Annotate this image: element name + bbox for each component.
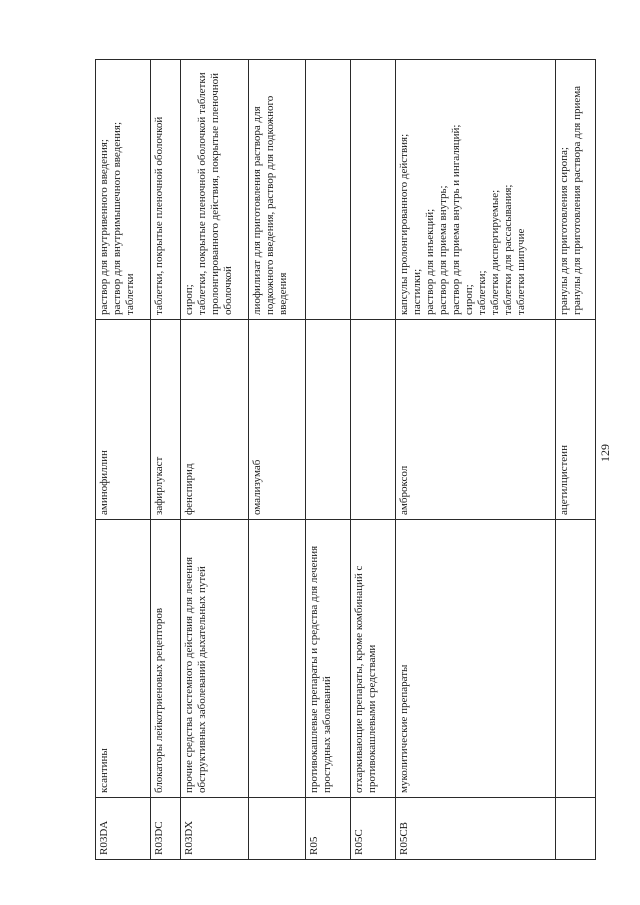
- dosage-form-line: лиофилизат для приготовления раствора для подкожного введения, раствор для подкожного введения: [251, 95, 289, 315]
- dosage-form-line: гранулы для приготовления сиропа;: [558, 147, 570, 315]
- inn-cell: амброксол: [396, 320, 556, 520]
- inn-cell: фенспирид: [181, 320, 249, 520]
- dosage-form-line: таблетки, покрытые пленочной оболочкой: [153, 116, 165, 315]
- group-name-cell: [249, 520, 306, 798]
- inn-cell: [351, 320, 396, 520]
- table-row: [556, 60, 596, 860]
- dosage-form-line: таблетки: [124, 273, 136, 315]
- dosage-forms-cell: [556, 60, 596, 320]
- group-name-cell: [556, 520, 596, 798]
- rotated-table-page: [95, 60, 595, 860]
- dosage-form-line: таблетки для рассасывания;: [502, 184, 514, 315]
- dosage-form-line: раствор для внутримышечного введения;: [111, 121, 123, 315]
- dosage-form-line: таблетки;: [476, 270, 488, 315]
- dosage-form-line: раствор для приема внутрь;: [437, 185, 449, 315]
- dosage-form-line: таблетки шипучие: [515, 228, 527, 315]
- group-name-cell: прочие средства системного действия для лечения обструктивных заболеваний дыхательных путей: [181, 520, 249, 798]
- group-name-cell: ксантины: [96, 520, 151, 798]
- atc-code-cell: [249, 798, 306, 860]
- dosage-form-line: сироп;: [183, 284, 195, 315]
- dosage-form-line: таблетки, покрытые пленочной оболочкой таблетки пролонгированного действия, покрытые пленочной оболочкой: [196, 72, 234, 315]
- dosage-forms-cell: [351, 60, 396, 320]
- dosage-form-line: пастилки;: [411, 268, 423, 315]
- atc-code-cell: R03DA: [96, 798, 151, 860]
- dosage-forms-cell: [249, 60, 306, 320]
- group-name-cell: противокашлевые препараты и средства для лечения простудных заболеваний: [306, 520, 351, 798]
- dosage-form-line: гранулы для приготовления раствора для приема: [571, 86, 583, 315]
- table-row: [351, 60, 396, 860]
- dosage-forms-cell: [181, 60, 249, 320]
- page-number: 129: [598, 444, 612, 462]
- dosage-forms-cell: [96, 60, 151, 320]
- dosage-form-line: капсулы пролонгированного действия;: [398, 133, 410, 315]
- atc-code-cell: R03DX: [181, 798, 249, 860]
- table-row: [151, 60, 181, 860]
- group-name-cell: блокаторы лейкотриеновых рецепторов: [151, 520, 181, 798]
- atc-code-cell: R03DC: [151, 798, 181, 860]
- table-row: [181, 60, 249, 860]
- inn-cell: аминофиллин: [96, 320, 151, 520]
- atc-code-cell: R05: [306, 798, 351, 860]
- drug-table: [95, 59, 596, 860]
- group-name-cell: муколитические препараты: [396, 520, 556, 798]
- dosage-form-line: сироп;: [463, 284, 475, 315]
- table-row: [306, 60, 351, 860]
- atc-code-cell: R05C: [351, 798, 396, 860]
- dosage-form-line: раствор для приема внутрь и ингаляций;: [450, 124, 462, 315]
- atc-code-cell: R05CB: [396, 798, 556, 860]
- atc-code-cell: [556, 798, 596, 860]
- dosage-form-line: таблетки диспергируемые;: [489, 189, 501, 315]
- inn-cell: ацетилцистеин: [556, 320, 596, 520]
- table-row: [249, 60, 306, 860]
- dosage-form-line: раствор для инъекций;: [424, 208, 436, 315]
- inn-cell: зафирлукаст: [151, 320, 181, 520]
- dosage-forms-cell: [306, 60, 351, 320]
- table-row: [96, 60, 151, 860]
- dosage-forms-cell: [151, 60, 181, 320]
- group-name-cell: отхаркивающие препараты, кроме комбинаций с противокашлевыми средствами: [351, 520, 396, 798]
- dosage-form-line: раствор для внутривенного введения;: [98, 139, 110, 315]
- table-row: [396, 60, 556, 860]
- inn-cell: омализумаб: [249, 320, 306, 520]
- inn-cell: [306, 320, 351, 520]
- dosage-forms-cell: [396, 60, 556, 320]
